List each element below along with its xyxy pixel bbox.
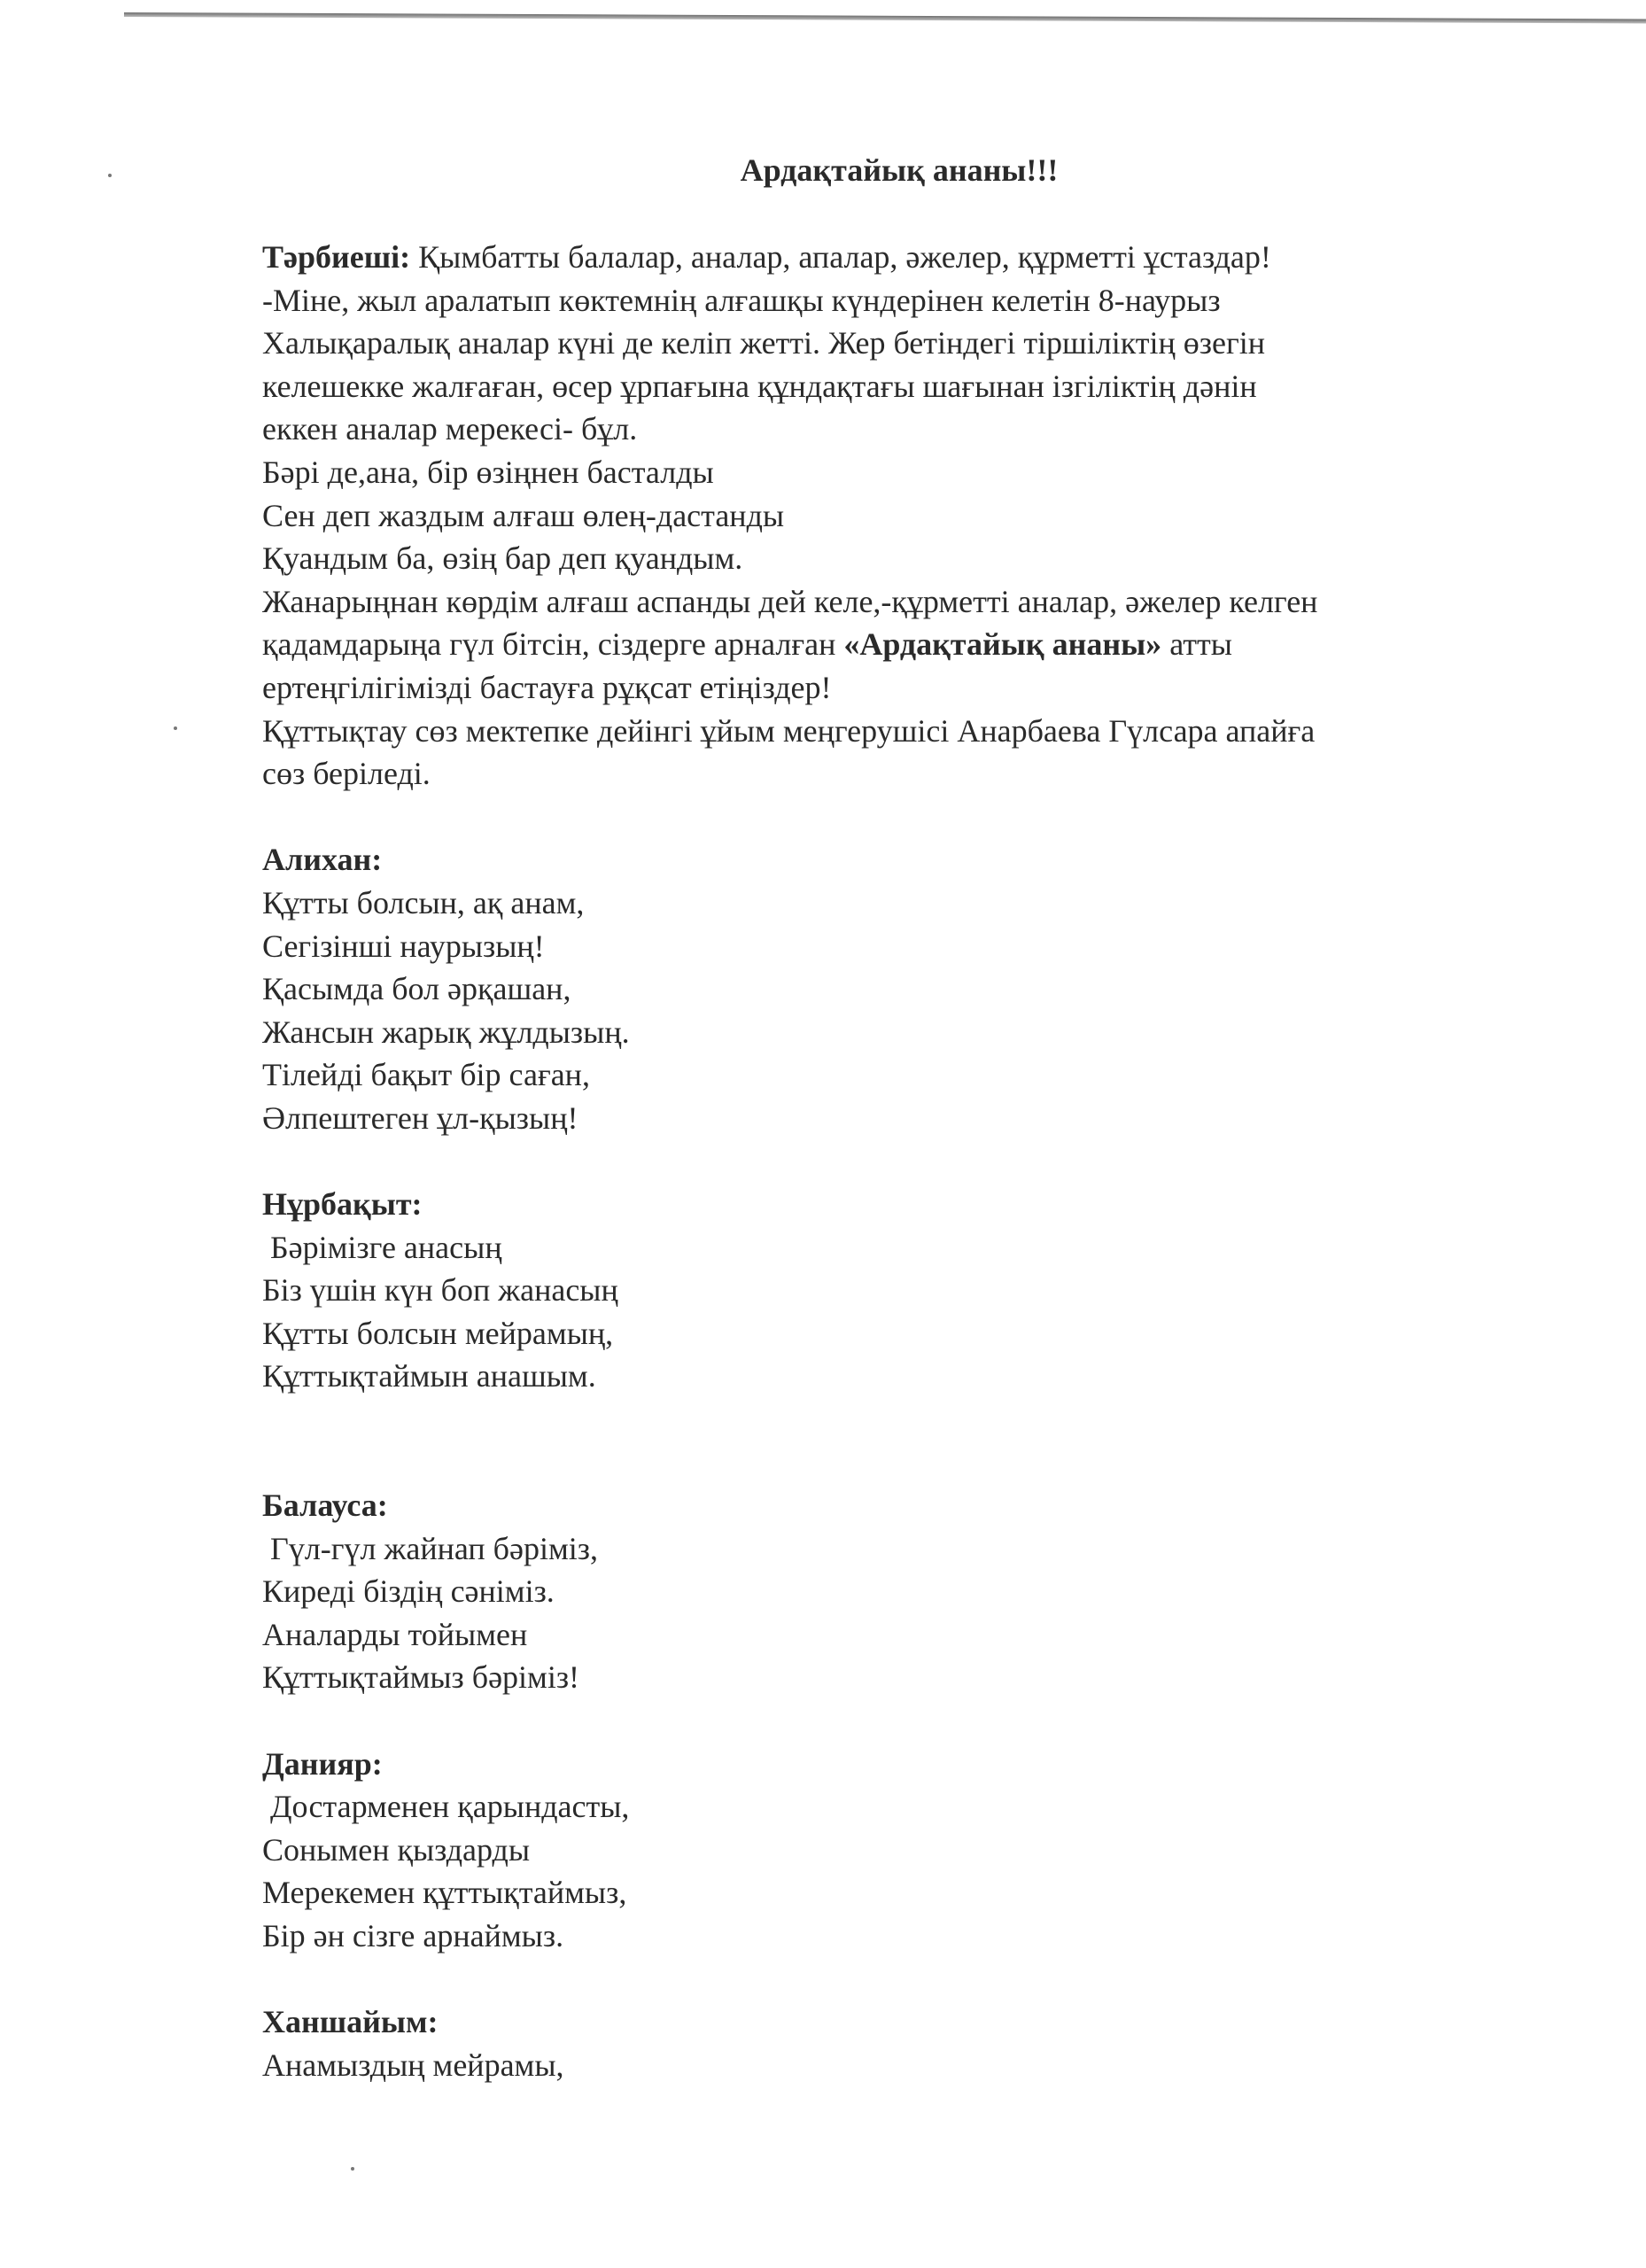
speaker-name: Балауса: bbox=[262, 1487, 388, 1524]
intro-line: келешекке жалғаған, өсер ұрпағына құндақтағы шағынан ізгіліктің дәнін bbox=[262, 368, 1257, 404]
poem-line: Құттықтаймын анашым. bbox=[262, 1358, 596, 1394]
poem-line: Жансын жарық жұлдызың. bbox=[262, 1014, 630, 1050]
intro-line: сөз беріледі. bbox=[262, 756, 431, 792]
intro-line: Жанарыңнан көрдім алғаш аспанды дей келе,-құрметті аналар, әжелер келген bbox=[262, 583, 1318, 619]
event-name: «Ардақтайық ананы» bbox=[843, 626, 1162, 663]
intro-line: Қуандым ба, өзің бар деп қуандым. bbox=[262, 540, 743, 577]
poem-line: Құттықтаймыз бәріміз! bbox=[262, 1659, 580, 1696]
poem-line: Біз үшін күн боп жанасың bbox=[262, 1272, 618, 1309]
poem-line: Киреді біздің сәніміз. bbox=[262, 1573, 555, 1610]
spacer bbox=[262, 1699, 1538, 1743]
poem-line: Достарменен қарындасты, bbox=[262, 1789, 630, 1825]
spacer bbox=[262, 796, 1538, 839]
document-title: Ардақтайық ананы!!! bbox=[740, 152, 1059, 188]
intro-text: Қымбатты балалар, аналар, апалар, әжелер, құрметті ұстаздар! bbox=[410, 239, 1271, 275]
poem-line: Аналарды тойымен bbox=[262, 1616, 528, 1652]
poem-line: Гүл-гүл жайнап бәріміз, bbox=[262, 1530, 598, 1566]
spacer bbox=[262, 1398, 1538, 1484]
poem-line: Бір ән сізге арнаймыз. bbox=[262, 1917, 564, 1953]
poem-line: Құтты болсын мейрамың, bbox=[262, 1315, 614, 1351]
intro-line: -Міне, жыл аралатып көктемнің алғашқы күндерінен келетін 8-наурыз bbox=[262, 282, 1221, 318]
spacer bbox=[262, 1139, 1538, 1183]
speaker-name: Тәрбиеші: bbox=[262, 239, 411, 275]
scan-edge bbox=[124, 12, 1646, 23]
speaker-name: Данияр: bbox=[262, 1745, 383, 1782]
poem-line: Құтты болсын, ақ анам, bbox=[262, 884, 585, 920]
poem-line: Анамыздың мейрамы, bbox=[262, 2047, 564, 2083]
intro-line: ертеңгілігімізді бастауға рұқсат етіңіздер! bbox=[262, 669, 832, 705]
poem-line: Тілейді бақыт бір саған, bbox=[262, 1057, 590, 1093]
speaker-name: Нұрбақыт: bbox=[262, 1186, 423, 1223]
poem-line: Сегізінші наурызың! bbox=[262, 928, 545, 964]
poem-line: Қасымда бол әрқашан, bbox=[262, 971, 571, 1007]
poem-line: Мерекемен құттықтаймыз, bbox=[262, 1875, 627, 1911]
intro-line: Бәрі де,ана, бір өзіңнен басталды bbox=[262, 454, 714, 490]
intro-text: атты bbox=[1161, 626, 1232, 663]
intro-line: Сен деп жаздым алғаш өлең-дастанды bbox=[262, 497, 785, 533]
poem-line: Әлпештеген ұл-қызың! bbox=[262, 1099, 578, 1136]
intro-first-line bbox=[262, 236, 1538, 279]
scan-speck bbox=[351, 2167, 354, 2171]
intro-line: Құттықтау сөз мектепке дейінгі ұйым меңгерушісі Анарбаева Гүлсара апайға bbox=[262, 712, 1316, 749]
intro-line: Халықаралық аналар күні де келіп жетті. Жер бетіндегі тіршіліктің өзегін bbox=[262, 325, 1265, 361]
speaker-name: Алихан: bbox=[262, 842, 383, 878]
spacer bbox=[262, 1958, 1538, 2001]
speaker-name: Ханшайым: bbox=[262, 2004, 439, 2040]
intro-text: қадамдарыңа гүл бітсін, сіздерге арналған bbox=[262, 626, 844, 663]
poem-line: Сонымен қыздарды bbox=[262, 1831, 531, 1868]
intro-line: еккен аналар мерекесі- бұл. bbox=[262, 411, 638, 447]
scan-speck bbox=[174, 726, 177, 730]
document-body bbox=[262, 236, 1538, 2086]
intro-mixed-line bbox=[262, 623, 1538, 666]
poem-line: Бәрімізге анасың bbox=[262, 1229, 502, 1265]
scan-speck bbox=[108, 174, 112, 177]
